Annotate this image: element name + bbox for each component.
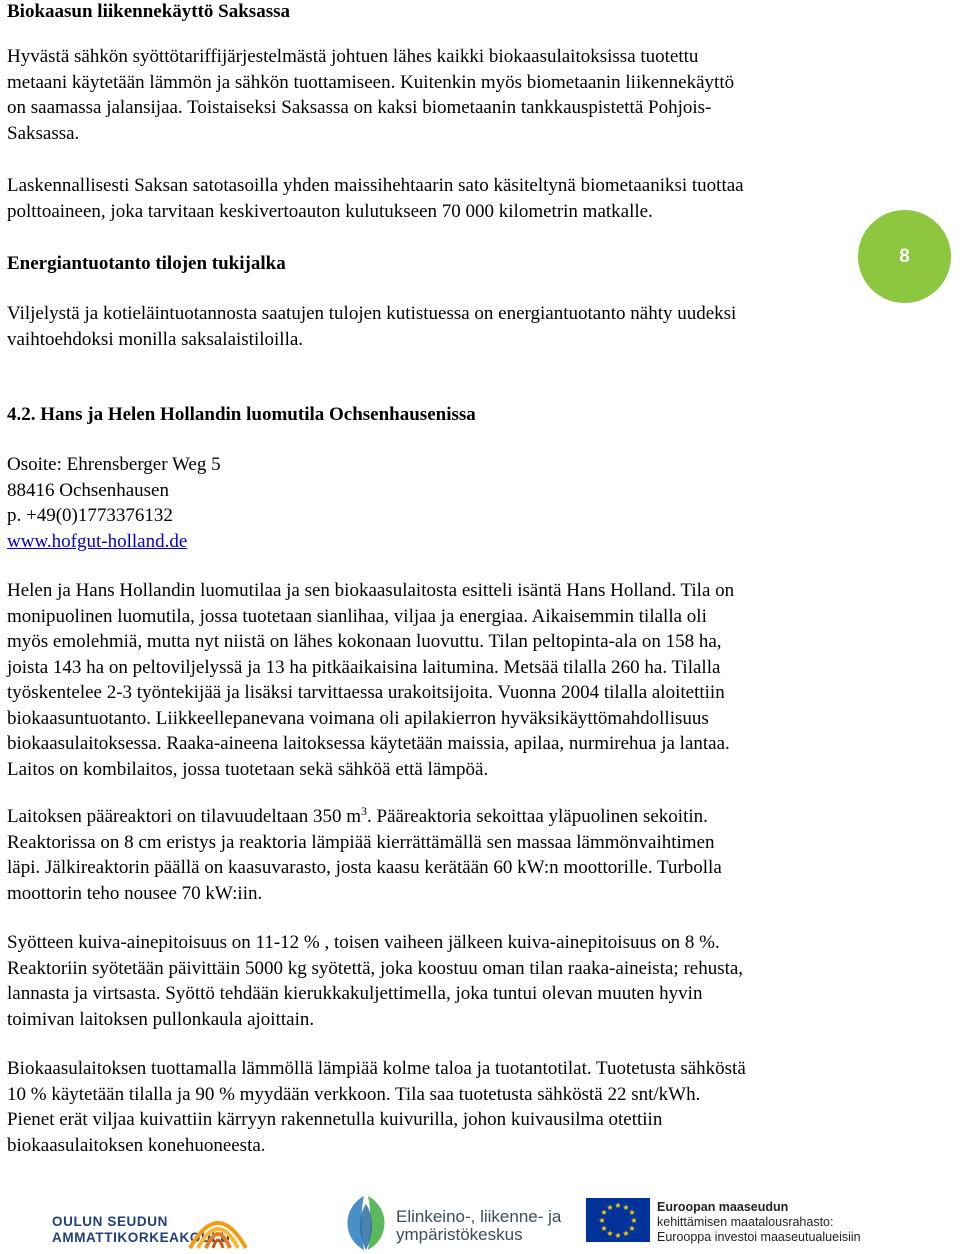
page-number-badge [858,210,951,303]
text-line: Helen ja Hans Hollandin luomutilaa ja sen biokaasulaitosta esitteli isäntä Hans Holland. Tila on [7,580,735,601]
text-line: vaihtoehdoksi monilla saksalaistiloilla. [7,328,304,350]
text-line: on saamassa jalansijaa. Toistaiseksi Saksassa on kaksi biometaanin tankkauspistettä Pohjois- [7,97,712,118]
svg-text:★: ★ [630,1216,638,1225]
paragraph-reaktori [7,804,857,906]
text-line: Laitos on kombilaitos, jossa tuotetaan sekä sähköä että lämpöä. [7,758,489,780]
oamk-logo-line: AMMATTIKORKEAKOULU [52,1230,231,1245]
address-phone: p. +49(0)1773376132 [7,505,173,526]
eu-logo-text [657,1200,861,1245]
text-line: metaani käytetään lämmön ja sähkön tuottamiseen. Kuitenkin myös biometaanin liikennekäyttö [7,71,735,93]
text-line: Pienet erät viljaa kuivattiin kärryyn rakennetulla kuivurilla, johon kuivausilma otettiin [7,1109,663,1130]
ely-logo-line: ympäristökeskus [396,1225,523,1244]
svg-text:★: ★ [600,1208,608,1217]
text-line: joista 143 ha on peltoviljelyssä ja 13 ha pitkäaikaisina laitumina. Metsää tilalla 260 ha. Tilalla [7,656,721,678]
footer-logos [0,1190,960,1254]
text-line: biokaasuntuotanto. Liikkeellepanevana voimana oli apilakierron hyväksikäyttömahdollisuus [7,707,709,729]
text-line: työskentelee 2-3 työntekijää ja lisäksi tarvittaessa urakoitsijoita. Vuonna 2004 tilalla aloitettiin [7,682,725,703]
svg-text:★: ★ [598,1216,606,1225]
address-block [7,452,857,554]
text-line: läpi. Jälkireaktorin päällä on kaasuvarasto, josta kaasu kerätään 60 kW:n moottorille. Turbolla [7,857,722,878]
svg-text:★: ★ [628,1208,636,1217]
address-street: Osoite: Ehrensberger Weg 5 [7,454,221,475]
paragraph-energiantuotanto [7,301,857,352]
text-line: Viljelystä ja kotieläintuotannosta saatujen tulojen kutistuessa on energiantuotanto nähty uudeksi [7,303,737,324]
website-link[interactable]: www.hofgut-holland.de [7,530,188,552]
svg-text:★: ★ [600,1224,608,1233]
oamk-logo-line: OULUN SEUDUN [52,1214,168,1229]
text-line: 10 % käytetään tilalla ja 90 % myydään verkkoon. Tila saa tuotetusta sähköstä 22 snt/kWh. [7,1083,701,1105]
ely-leaf-icon [340,1194,392,1252]
svg-text:★: ★ [606,1203,614,1212]
paragraph-biokaasu-intro [7,44,857,146]
address-city: 88416 Ochsenhausen [7,479,169,501]
svg-text:★: ★ [628,1224,636,1233]
section-title-energiantuotanto: Energiantuotanto tilojen tukijalka [7,253,286,274]
eu-logo-line: Eurooppa investoi maaseutualueisiin [657,1230,861,1244]
text-line: monipuolinen luomutila, jossa tuotetaan sianlihaa, viljaa ja energiaa. Aikaisemmin tilalla oli [7,605,707,627]
text-line: biokaasulaitoksen konehuoneesta. [7,1134,266,1156]
text-line: polttoaineen, joka tarvitaan keskivertoauton kulutukseen 70 000 kilometrin matkalle. [7,200,653,222]
eu-flag-icon [586,1198,650,1242]
text-line: Laitoksen pääreaktori on tilavuudeltaan 350 $m^3$. Pääreaktoria sekoittaa yläpuolinen sekoitin. [7,804,708,827]
section-title-biokaasu: Biokaasun liikennekäyttö Saksassa [7,1,290,22]
text-line: Saksassa. [7,122,80,144]
text-line: myös emolehmiä, mutta nyt niistä on lähes kokonaan luovuttu. Tilan peltopinta-ala on 158 ha, [7,631,722,652]
text-line: Reaktorissa on 8 cm eristys ja reaktoria lämpiää kierrättämällä sen massaa lämmönvaihtimen [7,831,715,853]
section-title-hollandin-luomutila: 4.2. Hans ja Helen Hollandin luomutila Ochsenhausenissa [7,404,476,425]
svg-text:★: ★ [606,1229,614,1238]
svg-text:★: ★ [622,1203,630,1212]
ely-logo-line: Elinkeino-, liikenne- ja [396,1207,562,1226]
text-line: biokaasulaitoksessa. Raaka-aineena laitoksessa käytetään maissia, apilaa, nurmirehua ja lantaa. [7,733,730,754]
page-number: 8 [899,245,910,267]
text-line: Syötteen kuiva-ainepitoisuus on 11-12 % , toisen vaiheen jälkeen kuiva-ainepitoisuus on 8 %. [7,932,720,953]
paragraph-syote [7,930,857,1032]
text-line: lannasta ja virtsasta. Syöttö tehdään kierukkakuljettimella, joka tuntui olevan muuten hyvin [7,983,703,1004]
sun-logo-icon [186,1204,250,1250]
svg-text:★: ★ [622,1229,630,1238]
text-line: Laskennallisesti Saksan satotasoilla yhden maissihehtaarin sato käsiteltynä biometaaniksi tuottaa [7,175,744,196]
svg-text:★: ★ [614,1201,622,1210]
ely-logo-text [396,1208,561,1244]
eu-logo-line: Euroopan maaseudun [657,1200,789,1214]
svg-text:★: ★ [614,1231,622,1240]
text-line: Hyvästä sähkön syöttötariffijärjestelmästä johtuen lähes kaikki biokaasulaitoksissa tuotettu [7,46,699,67]
text-line: Reaktoriin syötetään päivittäin 5000 kg syötettä, joka koostuu oman tilan raaka-aineista; rehusta, [7,957,744,979]
paragraph-maissihehtaari [7,173,857,224]
text-line: moottorin teho nousee 70 kW:iin. [7,882,263,904]
text-line: toimivan laitoksen pullonkaula ajoittain. [7,1008,315,1030]
eu-logo-line: kehittämisen maatalousrahasto: [657,1215,834,1229]
paragraph-lampo-sahko [7,1056,857,1158]
text-line: Biokaasulaitoksen tuottamalla lämmöllä lämpiää kolme taloa ja tuotantotilat. Tuotetusta sähköstä [7,1058,746,1079]
paragraph-tila-esittely [7,578,857,782]
